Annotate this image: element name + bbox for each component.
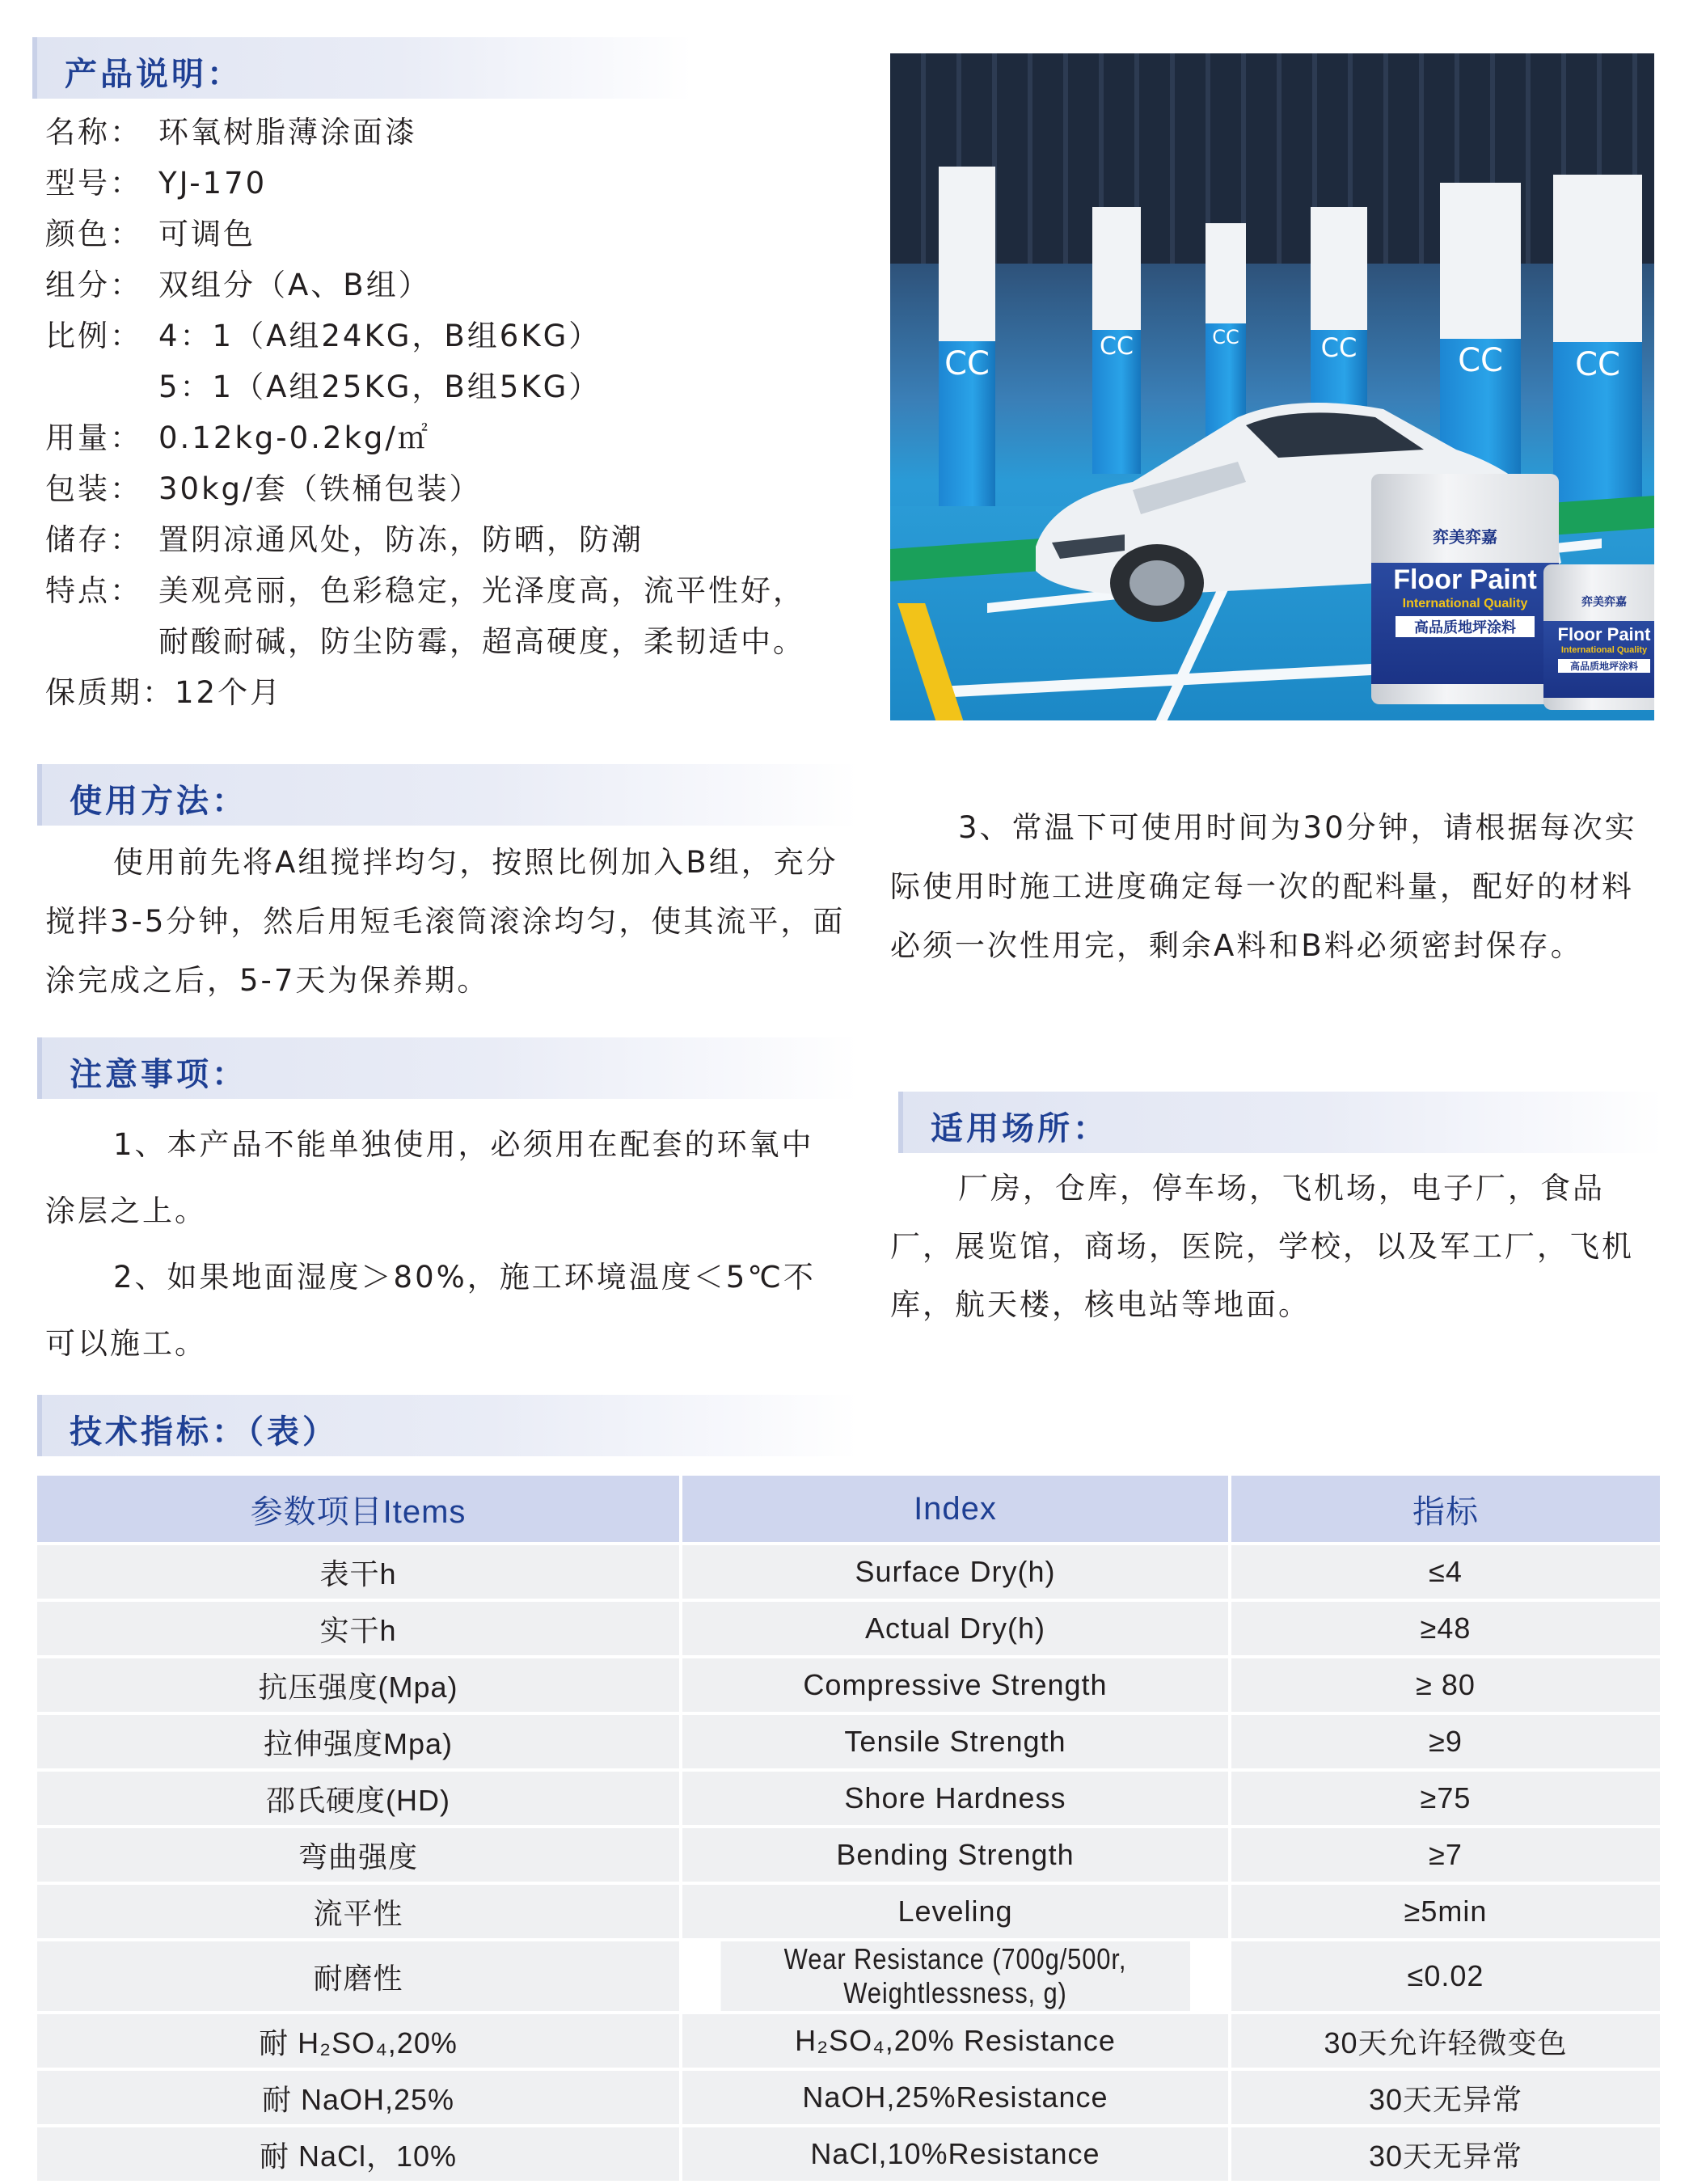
tech-spec-table — [37, 1476, 1660, 2184]
table-cell: 30天无异常 — [1230, 2126, 1660, 2182]
pillar-mark: CC — [1458, 342, 1503, 380]
can-chinese-title: 高品质地坪涂料 — [1396, 616, 1535, 637]
pillar-mark: CC — [1320, 332, 1358, 364]
can-subtitle: International Quality — [1402, 597, 1528, 610]
paint-can-large — [1371, 474, 1559, 704]
applicable-text — [890, 1160, 1658, 1334]
can-brand: 弈美弈嘉 — [1433, 529, 1497, 547]
table-cell: Leveling — [681, 1883, 1230, 1940]
table-cell: 实干h — [37, 1600, 681, 1657]
spec-label: 特点： — [45, 573, 142, 608]
table-row — [37, 1770, 1660, 1827]
usage-text-step-3 — [890, 798, 1650, 975]
table-cell: ≥9 — [1230, 1713, 1660, 1770]
spec-label: 用量： — [45, 420, 142, 455]
section-header-product — [32, 37, 692, 99]
table-cell: ≥7 — [1230, 1827, 1660, 1883]
note-item: 1、本产品不能单独使用，必须用在配套的环氧中涂层之上。 — [45, 1127, 814, 1228]
table-header-index: Index — [681, 1476, 1230, 1544]
spec-label: 比例： — [45, 319, 142, 353]
table-cell: 耐磨性 — [37, 1940, 681, 2013]
table-row — [37, 1600, 1660, 1657]
table-cell: 拉伸强度Mpa) — [37, 1713, 681, 1770]
can-chinese-title: 高品质地坪涂料 — [1558, 659, 1650, 673]
section-title-applicable: 适用场所： — [931, 1110, 1108, 1147]
spec-value: 双组分（A、B组） — [158, 268, 431, 302]
table-cell: Tensile Strength — [681, 1713, 1230, 1770]
ceiling-pipes — [890, 53, 1654, 264]
table-row — [37, 2013, 1660, 2069]
table-cell: Shore Hardness — [681, 1770, 1230, 1827]
table-row — [37, 1544, 1660, 1600]
table-row — [37, 1883, 1660, 1940]
section-header-notes — [37, 1037, 859, 1099]
spec-label: 包装： — [45, 471, 142, 506]
note-item: 2、如果地面湿度＞80%，施工环境温度＜5℃不可以施工。 — [45, 1260, 816, 1361]
table-row — [37, 1940, 1660, 2013]
spec-value: 12个月 — [175, 675, 283, 710]
spec-row — [45, 310, 886, 361]
table-cell: 耐 NaCl，10% — [37, 2126, 681, 2182]
table-cell: NaCl,10%Resistance — [681, 2126, 1230, 2182]
spec-value: 0.12kg-0.2kg/㎡ — [158, 420, 430, 455]
spec-label: 型号： — [45, 166, 142, 201]
usage-paragraph-3: 3、常温下可使用时间为30分钟，请根据每次实际使用时施工进度确定每一次的配料量，配好的材料必须一次性用完，剩余A料和B料必须密封保存。 — [890, 810, 1637, 963]
table-cell: ≥75 — [1230, 1770, 1660, 1827]
usage-paragraph: 使用前先将A组搅拌均匀，按照比例加入B组，充分搅拌3-5分钟，然后用短毛滚筒滚涂均匀，使其流平，面涂完成之后，5-7天为保养期。 — [45, 845, 846, 998]
spec-row — [45, 616, 886, 667]
spec-row — [45, 209, 886, 260]
pillar-mark: CC — [944, 344, 990, 382]
section-header-applicable — [898, 1092, 1663, 1153]
can-brand: 弈美弈嘉 — [1581, 595, 1627, 608]
table-cell: 流平性 — [37, 1883, 681, 1940]
spec-row — [45, 463, 886, 514]
pillar-mark: CC — [1575, 345, 1620, 383]
table-row — [37, 2126, 1660, 2182]
spec-value: 耐酸耐碱，防尘防霉，超高硬度，柔韧适中。 — [158, 624, 805, 659]
table-header-row — [37, 1476, 1660, 1544]
applicable-paragraph: 厂房，仓库，停车场，飞机场，电子厂，食品厂，展览馆，商场，医院，学校，以及军工厂，飞机库，航天楼，核电站等地面。 — [890, 1171, 1634, 1322]
table-cell: 30天无异常 — [1230, 2069, 1660, 2126]
spec-row — [45, 107, 886, 158]
product-photo — [890, 53, 1654, 720]
spec-value: 置阴凉通风处，防冻，防晒，防潮 — [158, 522, 644, 557]
paint-can-small — [1543, 564, 1654, 710]
table-cell: 抗压强度(Mpa) — [37, 1657, 681, 1713]
spec-value: 4：1（A组24KG，B组6KG） — [158, 319, 602, 353]
table-row — [37, 2069, 1660, 2126]
spec-row — [45, 412, 886, 463]
table-cell: ≤4 — [1230, 1544, 1660, 1600]
spec-value: 可调色 — [158, 217, 255, 251]
spec-label: 储存： — [45, 522, 142, 557]
can-subtitle: International Quality — [1560, 645, 1648, 655]
spec-row — [45, 565, 886, 616]
table-cell: 邵氏硬度(HD) — [37, 1770, 681, 1827]
spec-value: YJ-170 — [158, 166, 268, 201]
spec-label: 名称： — [45, 115, 142, 150]
section-header-tech — [37, 1395, 859, 1456]
table-cell: 耐 NaOH,25% — [37, 2069, 681, 2126]
table-cell: Bending Strength — [681, 1827, 1230, 1883]
spec-value: 美观亮丽，色彩稳定，光泽度高，流平性好， — [158, 573, 805, 608]
usage-text — [45, 833, 846, 1010]
table-cell: ≥5min — [1230, 1883, 1660, 1940]
spec-label: 组分： — [45, 268, 142, 302]
pillar-mark: CC — [1100, 332, 1134, 361]
table-cell: 耐 H₂SO₄,20% — [37, 2013, 681, 2069]
section-title-notes: 注意事项： — [70, 1056, 247, 1093]
table-cell: ≥ 80 — [1230, 1657, 1660, 1713]
spec-value: 5：1（A组25KG，B组5KG） — [158, 370, 602, 404]
spec-row — [45, 514, 886, 565]
table-cell: Surface Dry(h) — [681, 1544, 1230, 1600]
spec-value: 30kg/套（铁桶包装） — [158, 471, 482, 506]
can-title: Floor Paint — [1393, 564, 1537, 595]
spec-row — [45, 158, 886, 209]
table-cell: Compressive Strength — [681, 1657, 1230, 1713]
table-row — [37, 1657, 1660, 1713]
table-cell: 30天允许轻微变色 — [1230, 2013, 1660, 2069]
spec-row — [45, 361, 886, 412]
spec-label: 颜色： — [45, 217, 142, 251]
table-cell: ≥48 — [1230, 1600, 1660, 1657]
pillar-mark: CC — [1212, 325, 1239, 349]
spec-value: 环氧树脂薄涂面漆 — [158, 115, 417, 150]
section-header-usage — [37, 764, 859, 826]
table-header-items: 参数项目Items — [37, 1476, 681, 1544]
table-header-value: 指标 — [1230, 1476, 1660, 1544]
section-title-usage: 使用方法： — [70, 783, 247, 820]
section-title-tech: 技术指标：（表） — [70, 1413, 338, 1451]
pillar — [939, 167, 995, 547]
table-cell: NaOH,25%Resistance — [681, 2069, 1230, 2126]
table-cell: ≤0.02 — [1230, 1940, 1660, 2013]
table-cell: Actual Dry(h) — [681, 1600, 1230, 1657]
table-row — [37, 1827, 1660, 1883]
table-row — [37, 1713, 1660, 1770]
spec-row — [45, 667, 886, 718]
product-spec-list — [45, 107, 886, 718]
table-cell: H₂SO₄,20% Resistance — [681, 2013, 1230, 2069]
section-title-product: 产品说明： — [65, 56, 243, 93]
notes-text — [45, 1112, 846, 1377]
table-cell: 弯曲强度 — [37, 1827, 681, 1883]
table-cell: 表干h — [37, 1544, 681, 1600]
spec-row — [45, 260, 886, 310]
spec-label: 保质期： — [45, 675, 175, 710]
can-title: Floor Paint — [1557, 624, 1651, 644]
table-cell: Wear Resistance (700g/500r, Weightlessness, g) — [720, 1940, 1192, 2013]
